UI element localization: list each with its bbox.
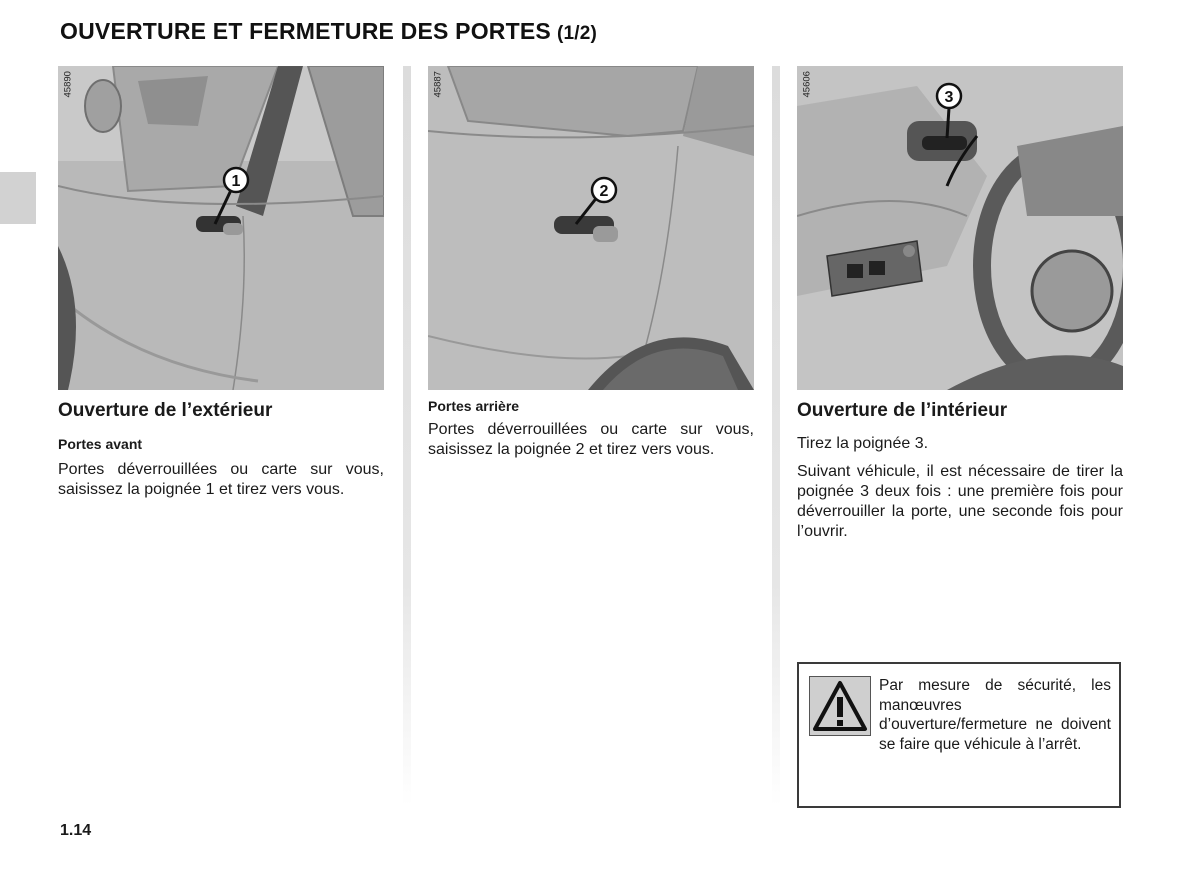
warning-text: Par mesure de sécurité, les manœuvres d’ouverture/fermeture ne doivent se faire que véhicule à l’arrêt.: [879, 677, 1111, 753]
interior-handle-illustration: [797, 66, 1123, 390]
column-rear-doors: [428, 66, 754, 460]
section-heading-exterior: Ouverture de l’extérieur: [58, 400, 273, 421]
paragraph-front-doors: Portes déverrouillées ou carte sur vous, saisissez la poignée 1 et tirez vers vous.: [58, 461, 384, 498]
column-interior: [797, 66, 1123, 542]
figure-front-door-exterior: [58, 66, 384, 390]
paragraph-interior-2: Suivant véhicule, il est nécessaire de tirer la poignée 3 deux fois : une première fois pour déverrouiller la porte, une seconde fois pour l’ouvrir.: [797, 463, 1123, 540]
paragraph-rear-doors: Portes déverrouillées ou carte sur vous, saisissez la poignée 2 et tirez vers vous.: [428, 421, 754, 458]
subheading-rear-doors: Portes arrière: [428, 398, 520, 414]
rear-door-illustration: [428, 66, 754, 390]
page-number: 1.14: [60, 822, 92, 839]
page-title: [60, 18, 597, 45]
callout-1: 1: [231, 173, 241, 190]
section-heading-interior: Ouverture de l’intérieur: [797, 400, 1008, 421]
figure-code: 45887: [432, 71, 444, 98]
page-title-part: (1/2): [556, 23, 598, 44]
figure-interior-handle: [797, 66, 1123, 390]
column-divider: [403, 66, 411, 806]
page-title-text: OUVERTURE ET FERMETURE DES PORTES: [60, 18, 551, 44]
subheading-front-doors: Portes avant: [58, 436, 143, 452]
figure-rear-door-exterior: [428, 66, 754, 390]
chapter-tab: [0, 172, 36, 224]
figure-code: 45606: [801, 71, 813, 98]
callout-2: 2: [599, 183, 609, 200]
column-front-doors: [58, 66, 384, 500]
callout-3: 3: [944, 89, 954, 106]
front-door-illustration: [58, 66, 384, 390]
column-divider: [772, 66, 780, 806]
figure-code: 45890: [62, 71, 74, 98]
safety-warning-box: [797, 662, 1121, 808]
warning-triangle-icon: [810, 677, 870, 735]
paragraph-interior-1: Tirez la poignée 3.: [797, 435, 929, 452]
warning-icon-frame: [809, 676, 871, 736]
